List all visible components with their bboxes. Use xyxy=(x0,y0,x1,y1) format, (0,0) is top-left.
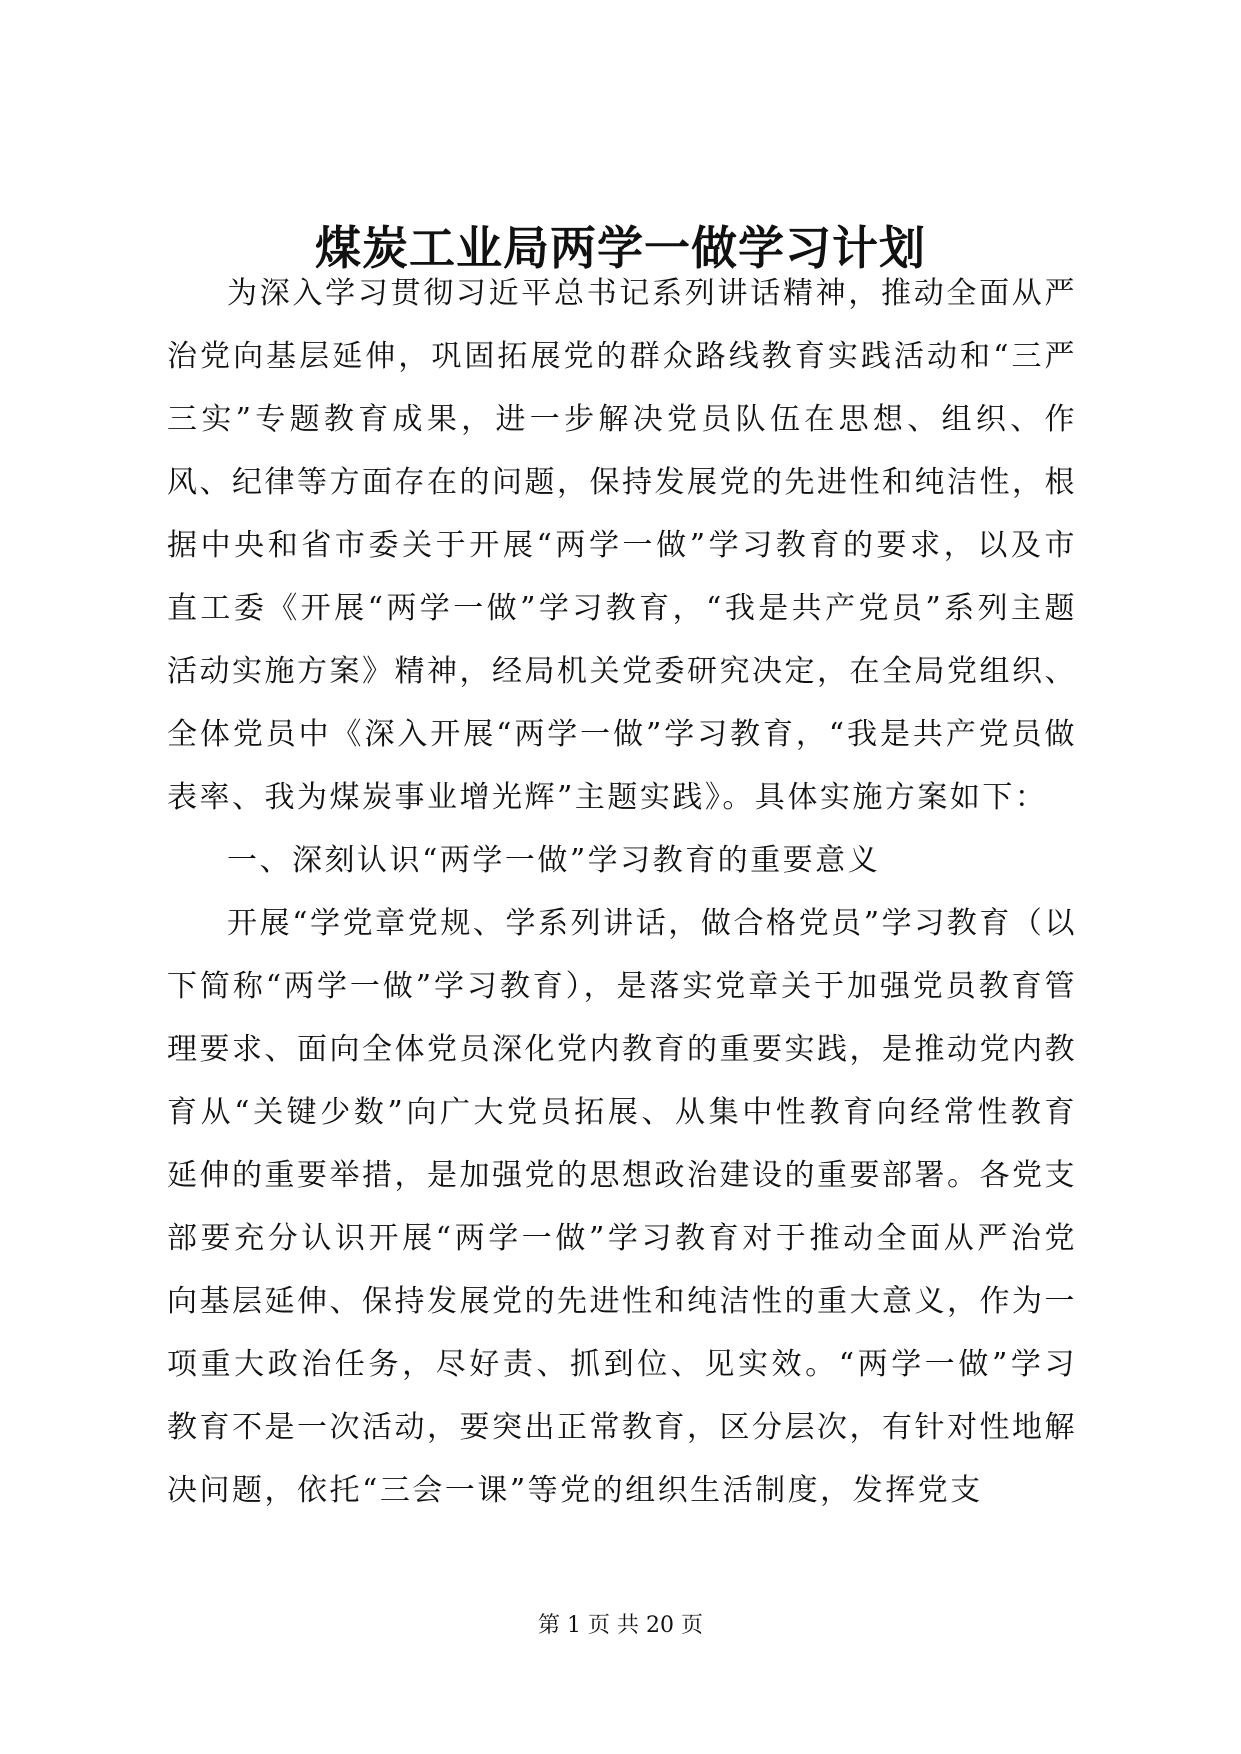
paragraph-section-1: 开展“学党章党规、学系列讲话，做合格党员”学习教育（以下简称“两学一做”学习教育），是落实党章关于加强党员教育管理要求、面向全体党员深化党内教育的重要实践，是推动党内教育从“关键少数”向广大党员拓展、从集中性教育向经常性教育延伸的重要举措，是加强党的思想政治建设的重要部署。各党支部要充分认识开展“两学一做”学习教育对于推动全面从严治党向基层延伸、保持发展党的先进性和纯洁性的重大意义，作为一项重大政治任务，尽好责、抓到位、见实效。“两学一做”学习教育不是一次活动，要突出正常教育，区分层次，有针对性地解决问题，依托“三会一课”等党的组织生活制度，发挥党支 xyxy=(167,906,1077,1508)
page-footer: 第 1 页 共 20 页 xyxy=(538,1613,703,1638)
document-title: 煤炭工业局两学一做学习计划 xyxy=(315,221,926,275)
paragraph-intro: 为深入学习贯彻习近平总书记系列讲话精神，推动全面从严治党向基层延伸，巩固拓展党的群众路线教育实践活动和“三严三实”专题教育成果，进一步解决党员队伍在思想、组织、作风、纪律等方面存在的问题，保持发展党的先进性和纯洁性，根据中央和省市委关于开展“两学一做”学习教育的要求，以及市直工委《开展“两学一做”学习教育，“我是共产党员”系列主题活动实施方案》精神，经局机关党委研究决定，在全局党组织、全体党员中《深入开展“两学一做”学习教育，“我是共产党员做表率、我为煤炭事业增光辉”主题实践》。具体实施方案如下： xyxy=(167,276,1077,815)
document-body xyxy=(167,262,1077,1522)
section-heading-1: 一、深刻认识“两学一做”学习教育的重要意义 xyxy=(227,843,881,878)
